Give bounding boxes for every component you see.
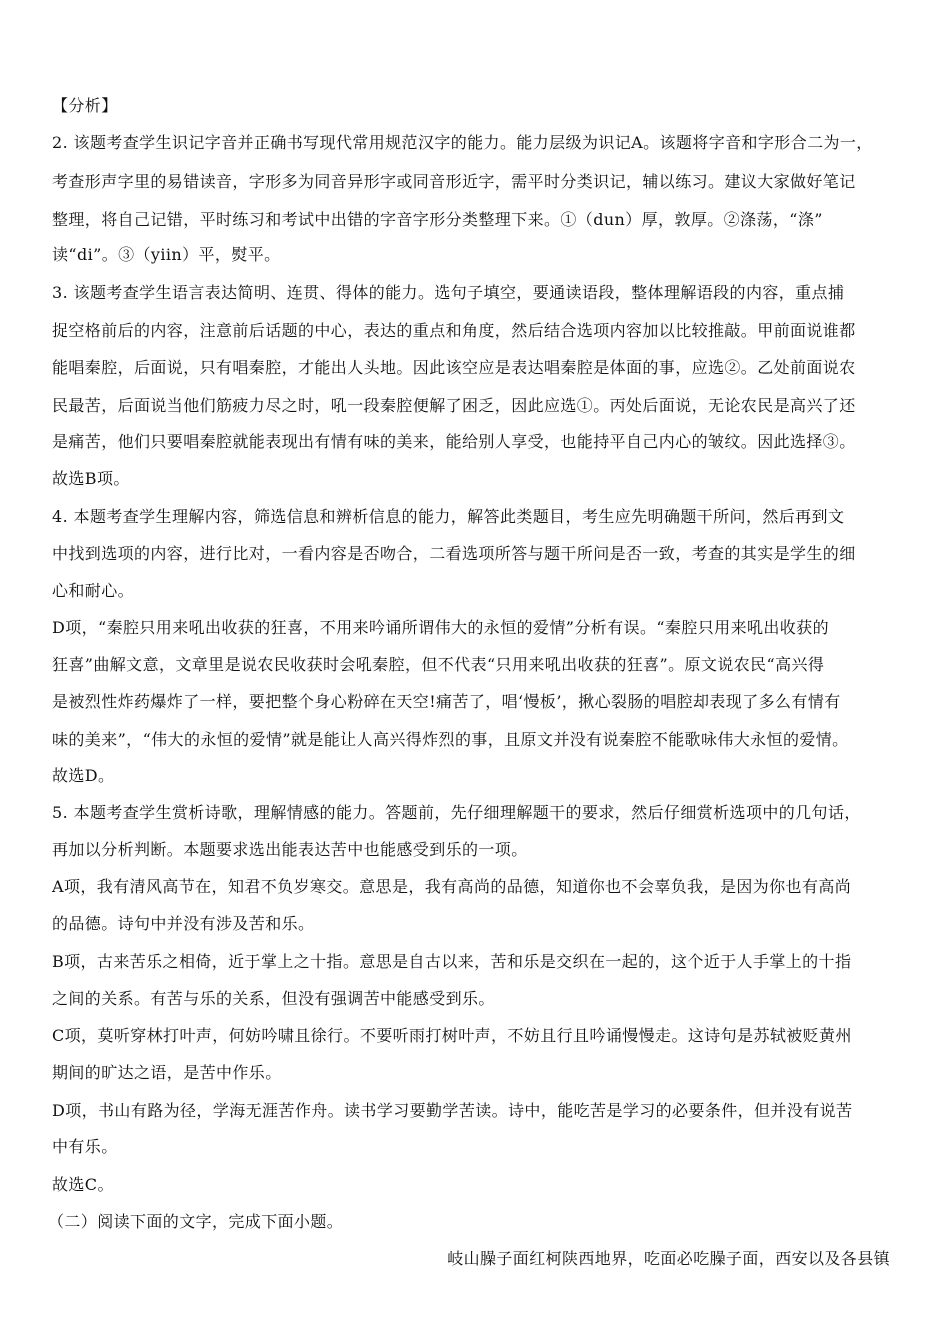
q3-line-3: 能唱秦腔，后面说，只有唱秦腔，才能出人头地。因此该空应是表达唱秦腔是体面的事，应选②。乙处前面说农 <box>52 358 856 377</box>
q5-option-c-line-1: C项，莫听穿林打叶声，何妨吟啸且徐行。不要听雨打树叶声，不妨且行且吟诵慢慢走。这诗句是苏轼被贬黄州 <box>52 1026 852 1045</box>
passage-first-line: 岐山臊子面红柯陕西地界，吃面必吃臊子面，西安以及各县镇 <box>447 1249 890 1268</box>
q3-line-2: 捉空格前后的内容，注意前后话题的中心，表达的重点和角度，然后结合选项内容加以比较推敲。甲前面说谁都 <box>52 321 856 340</box>
q3-line-5: 是痛苦，他们只要唱秦腔就能表现出有情有味的美来，能给别人享受，也能持平自己内心的皱纹。因此选择③。 <box>52 432 856 451</box>
q5-option-d-line-2: 中有乐。 <box>52 1137 118 1156</box>
q5-option-b-line-1: B项，古来苦乐之相倚，近于掌上之十指。意思是自古以来，苦和乐是交织在一起的，这个近于人手掌上的十指 <box>52 952 852 971</box>
q2-line-1: 2. 该题考查学生识记字音并正确书写现代常用规范汉字的能力。能力层级为识记A。该题将字音和字形合二为一， <box>52 133 873 152</box>
q5-line-1: 5. 本题考查学生赏析诗歌，理解情感的能力。答题前，先仔细理解题干的要求，然后仔细赏析选项中的几句话， <box>52 803 861 822</box>
q5-option-b-line-2: 之间的关系。有苦与乐的关系，但没有强调苦中能感受到乐。 <box>52 989 495 1008</box>
q4-option-d-line-2: 狂喜”曲解文意，文章里是说农民收获时会吼秦腔，但不代表“只用来吼出收获的狂喜”。原文说农民“高兴得 <box>52 655 825 674</box>
q2-line-3: 整理，将自己记错，平时练习和考试中出错的字音字形分类整理下来。①（dun）厚，敦厚。②涤荡，“涤” <box>52 210 823 229</box>
q4-option-d-line-4: 味的美来”，“伟大的永恒的爱情”就是能让人高兴得炸烈的事，且原文并没有说秦腔不能歌咏伟大永恒的爱情。 <box>52 730 849 749</box>
q4-option-d-line-1: D项，“秦腔只用来吼出收获的狂喜，不用来吟诵所谓伟大的永恒的爱情”分析有误。“秦腔只用来吼出收获的 <box>52 618 829 637</box>
q3-line-6: 故选B项。 <box>52 469 130 488</box>
q2-line-4: 读“di”。③（yiin）平，熨平。 <box>52 245 281 264</box>
q5-answer: 故选C。 <box>52 1175 114 1194</box>
q5-option-d-line-1: D项，书山有路为径，学海无涯苦作舟。读书学习要勤学苦读。诗中，能吃苦是学习的必要条件，但并没有说苦 <box>52 1101 853 1120</box>
q4-line-1: 4. 本题考查学生理解内容，筛选信息和辨析信息的能力，解答此类题目，考生应先明确题干所问，然后再到文 <box>52 507 845 526</box>
q4-option-d-line-5: 故选D。 <box>52 766 115 785</box>
q4-line-3: 心和耐心。 <box>52 581 135 600</box>
q4-option-d-line-3: 是被烈性炸药爆炸了一样，要把整个身心粉碎在天空!痛苦了，唱‘慢板’，揪心裂肠的唱腔却表现了多么有情有 <box>52 692 841 711</box>
q2-line-2: 考查形声字里的易错读音，字形多为同音异形字或同音形近字，需平时分类识记，辅以练习。建议大家做好笔记 <box>52 172 856 191</box>
q3-line-4: 民最苦，后面说当他们筋疲力尽之时，吼一段秦腔便解了困乏，因此应选①。丙处后面说，无论农民是高兴了还 <box>52 396 856 415</box>
q5-option-a-line-2: 的品德。诗句中并没有涉及苦和乐。 <box>52 914 315 933</box>
q4-line-2: 中找到选项的内容，进行比对，一看内容是否吻合，二看选项所答与题干所问是否一致，考查的其实是学生的细 <box>52 544 856 563</box>
analysis-header: 【分析】 <box>52 96 118 115</box>
q3-line-1: 3. 该题考查学生语言表达简明、连贯、得体的能力。选句子填空，要通读语段，整体理解语段的内容，重点捕 <box>52 283 845 302</box>
q5-line-2: 再加以分析判断。本题要求选出能表达苦中也能感受到乐的一项。 <box>52 840 528 859</box>
section-2-title: （二）阅读下面的文字，完成下面小题。 <box>48 1212 344 1231</box>
q5-option-c-line-2: 期间的旷达之语，是苦中作乐。 <box>52 1063 282 1082</box>
q5-option-a-line-1: A项，我有清风高节在，知君不负岁寒交。意思是，我有高尚的品德，知道你也不会辜负我，是因为你也有高尚 <box>52 877 852 896</box>
